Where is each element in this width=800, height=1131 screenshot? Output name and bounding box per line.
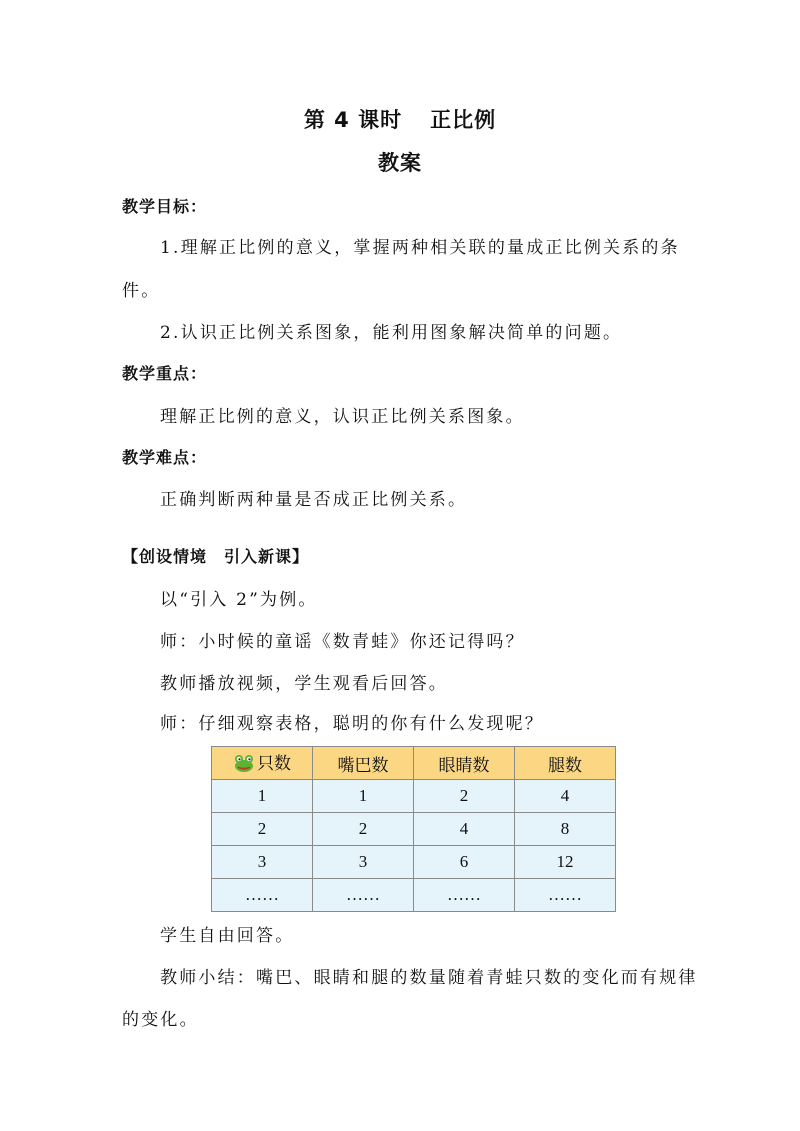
key-points-text: 理解正比例的意义，认识正比例关系图象。: [160, 407, 525, 427]
table-cell: 3: [212, 846, 313, 879]
table-cell: ……: [414, 879, 515, 912]
intro-paragraph-3: 教师播放视频，学生观看后回答。: [160, 674, 448, 694]
table-cell: 12: [515, 846, 616, 879]
header-count: 只数: [212, 747, 313, 780]
intro-paragraph-1: 以“引入 2”为例。: [160, 590, 318, 610]
difficulty-text: 正确判断两种量是否成正比例关系。: [160, 490, 468, 510]
table-row: [212, 846, 616, 879]
table-cell: ……: [313, 879, 414, 912]
table-cell: 4: [414, 813, 515, 846]
intro-paragraph-4: 师：仔细观察表格，聪明的你有什么发现呢？: [160, 714, 544, 734]
after-paragraph-1: 学生自由回答。: [160, 926, 295, 946]
intro-paragraph-2: 师：小时候的童谣《数青蛙》你还记得吗？: [160, 632, 525, 652]
header-eyes: 眼睛数: [414, 747, 515, 780]
goal-1-line-2: 件。: [122, 281, 161, 301]
table-cell: 2: [212, 813, 313, 846]
frog-table: [211, 746, 616, 912]
difficulty-heading: 教学难点：: [122, 448, 208, 467]
goal-2: 2.认识正比例关系图象，能利用图象解决简单的问题。: [160, 323, 623, 343]
page-subtitle: 教案: [378, 151, 422, 175]
table-cell: 4: [515, 780, 616, 813]
table-row: [212, 813, 616, 846]
table-cell: 3: [313, 846, 414, 879]
goal-1-line-1: 1.理解正比例的意义，掌握两种相关联的量成正比例关系的条: [160, 238, 680, 258]
header-mouths: 嘴巴数: [313, 747, 414, 780]
frog-icon: [233, 753, 255, 778]
table-cell: ……: [515, 879, 616, 912]
table-row: [212, 879, 616, 912]
title-topic: 正比例: [430, 108, 497, 132]
intro-section-heading: 【创设情境 引入新课】: [122, 547, 310, 566]
goals-heading: 教学目标：: [122, 197, 208, 216]
summary-line-2: 的变化。: [122, 1010, 199, 1030]
table-cell: 2: [414, 780, 515, 813]
table-row: [212, 780, 616, 813]
header-legs: 腿数: [515, 747, 616, 780]
table-cell: 1: [212, 780, 313, 813]
table-cell: 2: [313, 813, 414, 846]
table-header-row: [212, 747, 616, 780]
summary-line-1: 教师小结：嘴巴、眼睛和腿的数量随着青蛙只数的变化而有规律: [160, 968, 698, 988]
key-points-heading: 教学重点：: [122, 364, 208, 383]
page-title: [0, 104, 800, 134]
table-cell: ……: [212, 879, 313, 912]
table-cell: 6: [414, 846, 515, 879]
table-cell: 8: [515, 813, 616, 846]
title-lesson: 第 4 课时: [303, 108, 403, 132]
table-cell: 1: [313, 780, 414, 813]
